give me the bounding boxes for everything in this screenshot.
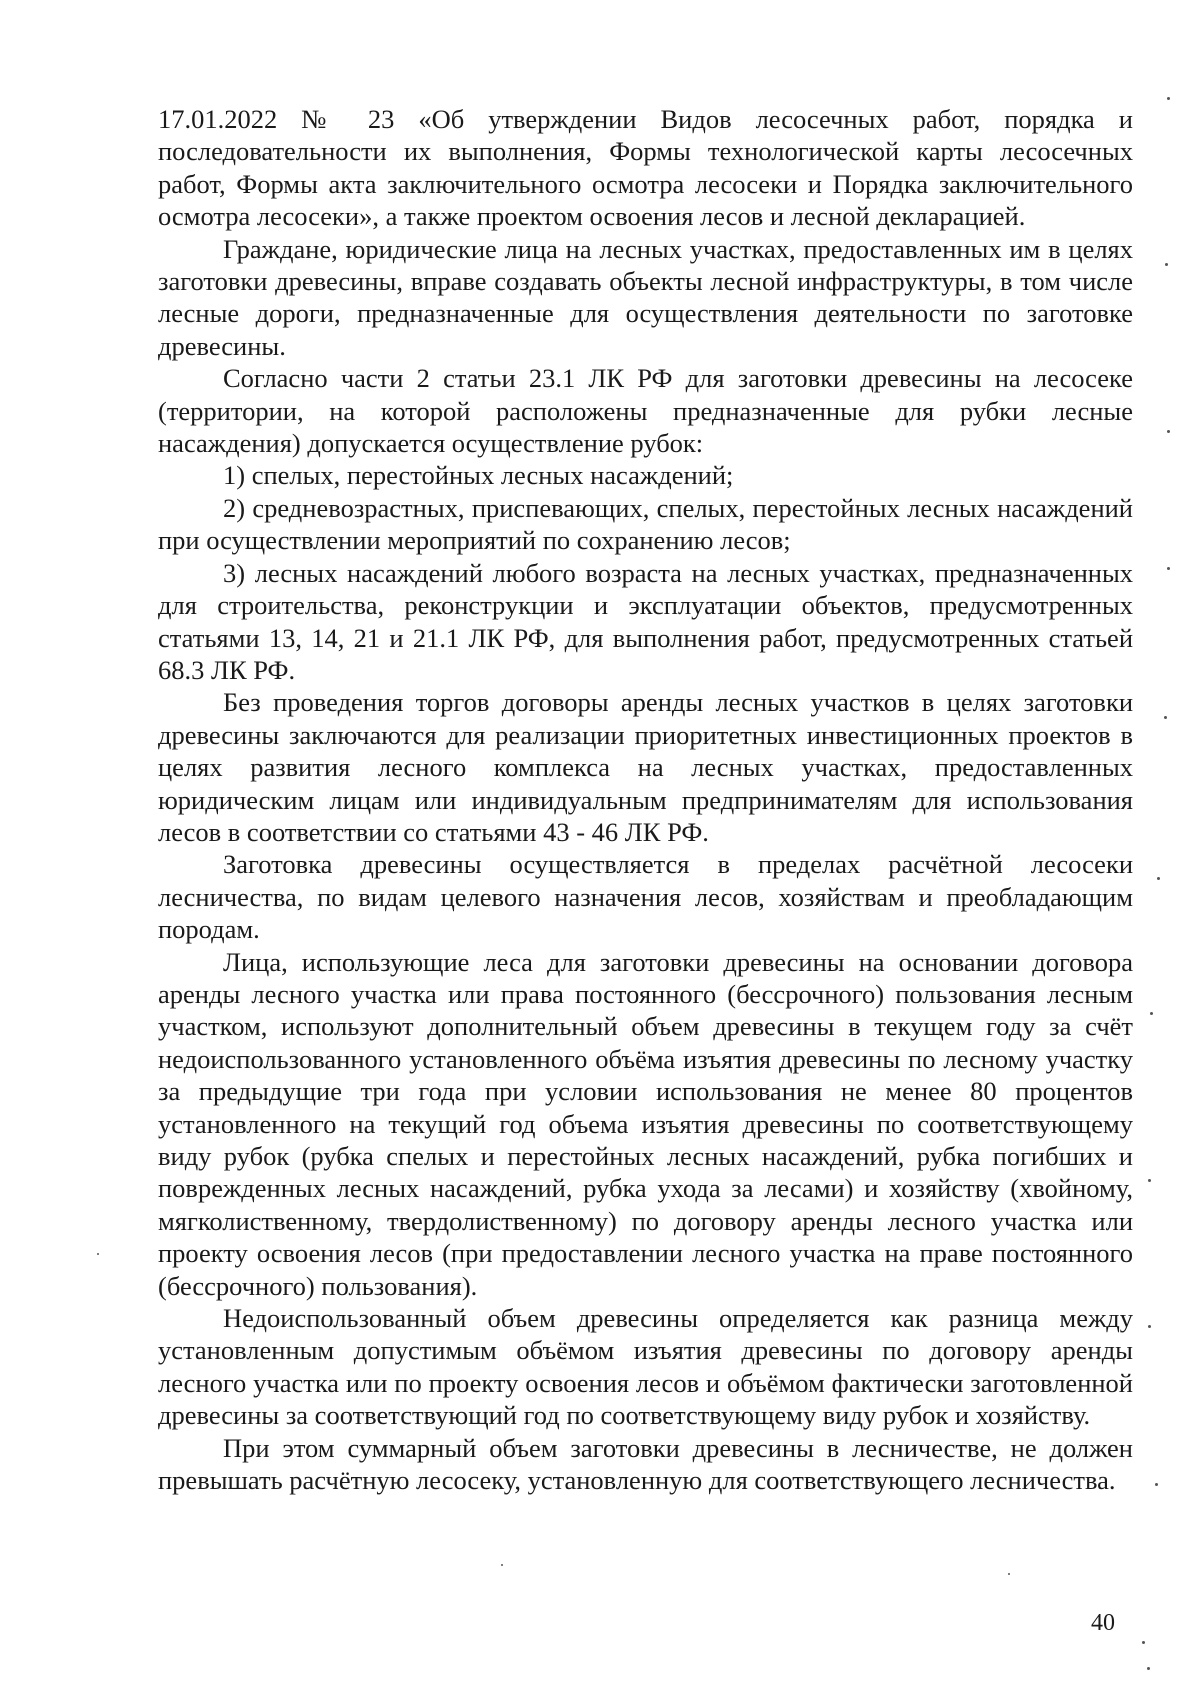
list-item-3: 3) лесных насаждений любого возраста на лесных участках, предназначенных для строительства, реконструкции и эксплуатации объектов, предусмотренных статьями 13, 14, 21 и 21.1 ЛК РФ, для выполнения работ, предусмотренных статьей 68.3 ЛК РФ. <box>158 557 1133 685</box>
scan-speck <box>501 1564 503 1566</box>
paragraph-allowable-cut: Заготовка древесины осуществляется в пределах расчётной лесосеки лесничества, по видам целевого назначения лесов, хозяйствам и преобладающим породам. <box>158 849 1133 945</box>
paragraph-additional-volume: Лица, использующие леса для заготовки древесины на основании договора аренды лесного участка или права постоянного (бессрочного) пользования лесным участком, используют дополнительный объем древесины в текущем году за счёт недоиспользованного установленного объёма изъятия древесины по лесному участку за предыдущие три года при условии использования не менее 80 процентов установленного на текущий год объема изъятия древесины по соответствующему виду рубок (рубка спелых и перестойных лесных насаждений, рубка погибших и поврежденных лесных насаждений, рубка ухода за лесами) и хозяйству (хвойному, мягколиственному, твердолиственному) по договору аренды лесного участка или проекту освоения лесов (при предоставлении лесного участка на праве постоянного (бессрочного) пользования). <box>158 946 1133 1301</box>
scan-speck <box>1164 716 1167 719</box>
paragraph-lease-without-tender: Без проведения торгов договоры аренды лесных участков в целях заготовки древесины заключаются для реализации приоритетных инвестиционных проектов в целях развития лесного комплекса на лесных участках, предоставленных юридическим лицам или индивидуальным предпринимателям для использования лесов в соответствии со статьями 43 - 46 ЛК РФ. <box>158 687 1133 847</box>
scan-speck <box>1150 1012 1153 1015</box>
scan-speck <box>1165 263 1168 266</box>
list-item-1: 1) спелых, перестойных лесных насаждений; <box>223 460 734 491</box>
scan-speck <box>1148 1325 1151 1328</box>
scan-speck <box>1147 1667 1150 1670</box>
list-item-2: 2) средневозрастных, приспевающих, спелых, перестойных лесных насаждений при осуществлении мероприятий по сохранению лесов; <box>158 492 1133 556</box>
page-number: 40 <box>1091 1610 1115 1636</box>
paragraph-order-reference: 17.01.2022 № 23 «Об утверждении Видов лесосечных работ, порядка и последовательности их выполнения, Формы технологической карты лесосечных работ, Формы акта заключительного осмотра лесосеки и Порядка заключительного осмотра лесосеки», а также проектом освоения лесов и лесной декларацией. <box>158 104 1133 232</box>
document-page <box>158 103 1133 1496</box>
scan-speck <box>1155 1483 1158 1486</box>
scan-speck <box>1148 1179 1151 1182</box>
paragraph-forest-infrastructure: Граждане, юридические лица на лесных участках, предоставленных им в целях заготовки древесины, вправе создавать объекты лесной инфраструктуры, в том числе лесные дороги, предназначенные для осуществления деятельности по заготовке древесины. <box>158 233 1133 361</box>
paragraph-total-volume: При этом суммарный объем заготовки древесины в лесничестве, не должен превышать расчётную лесосеку, установленную для соответствующего лесничества. <box>158 1432 1133 1496</box>
scan-speck <box>97 1253 99 1255</box>
scan-speck <box>1167 430 1170 433</box>
paragraph-unused-volume: Недоиспользованный объем древесины определяется как разница между установленным допустимым объёмом изъятия древесины по договору аренды лесного участка или по проекту освоения лесов и объёмом фактически заготовленной древесины за соответствующий год по соответствующему виду рубок и хозяйству. <box>158 1303 1133 1431</box>
scan-speck <box>1142 1641 1145 1644</box>
paragraph-article-23-1: Согласно части 2 статьи 23.1 ЛК РФ для заготовки древесины на лесосеке (территории, на которой расположены предназначенные для рубки лесные насаждения) допускается осуществление рубок: <box>158 363 1133 459</box>
scan-speck <box>1157 877 1160 880</box>
scan-speck <box>1167 97 1170 100</box>
scan-speck <box>1008 1573 1010 1575</box>
scan-speck <box>1167 567 1170 570</box>
